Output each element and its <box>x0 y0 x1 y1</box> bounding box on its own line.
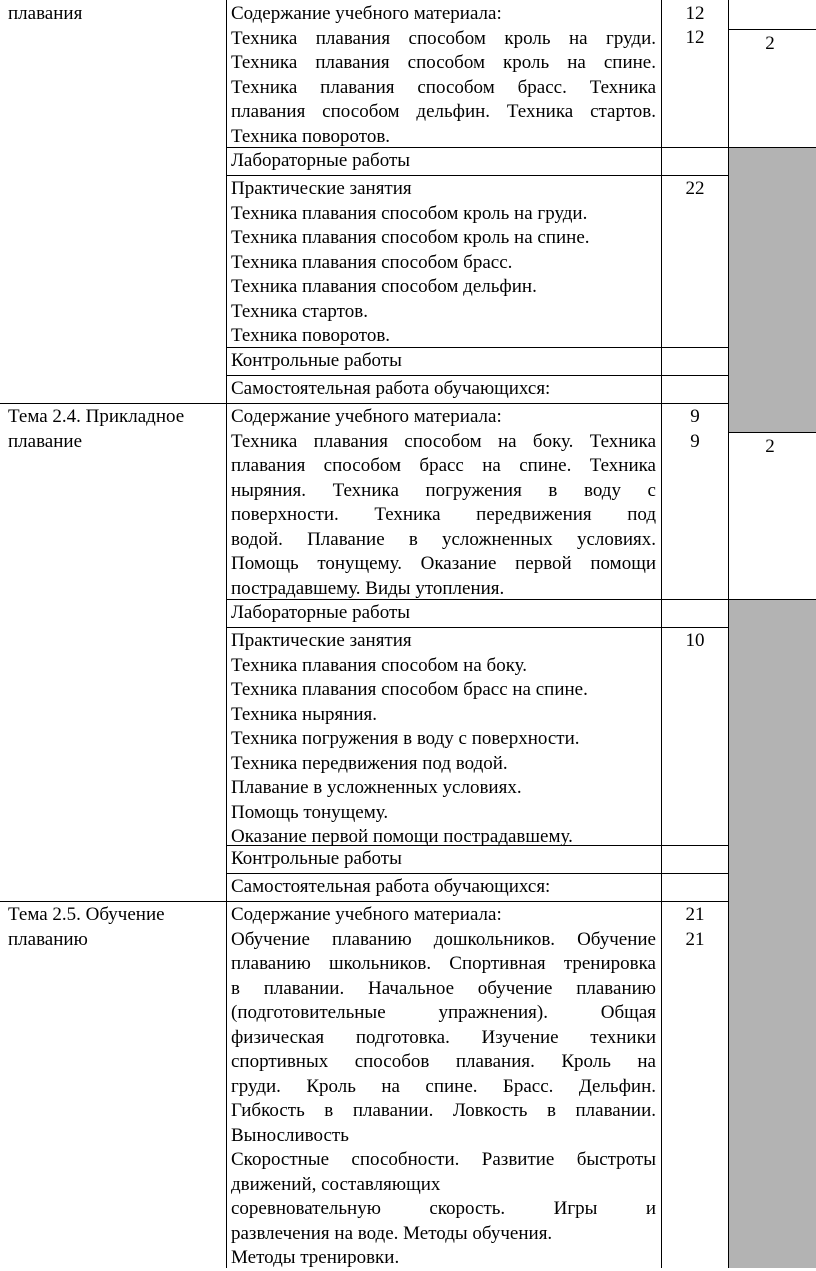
content-line: Техника плавания способом брасс. Техника <box>231 76 656 98</box>
content-title: Содержание учебного материала: <box>231 406 502 427</box>
grid-line <box>0 901 729 902</box>
self-study-label: Самостоятельная работа обучающихся: <box>231 876 551 897</box>
content-line: Выносливость <box>231 1124 349 1146</box>
hours-value: 21 <box>685 904 705 925</box>
grid-line <box>226 873 729 874</box>
content-line: движений, составляющих <box>231 1173 441 1195</box>
grid-line <box>728 29 816 30</box>
content-line: плавания способом брасс на спине. Техника <box>231 455 656 476</box>
practice-line: Техника плавания способом дельфин. <box>231 276 537 297</box>
practice-cell <box>231 629 656 850</box>
control-label: Контрольные работы <box>231 350 402 371</box>
hours-value: 9 <box>690 431 700 452</box>
content-line: водой. Плавание в усложненных условиях. <box>231 528 656 550</box>
content-title: Содержание учебного материала: <box>231 3 502 24</box>
content-cell <box>231 405 656 601</box>
content-title: Содержание учебного материала: <box>231 904 502 925</box>
lab-label: Лабораторные работы <box>231 602 411 623</box>
practice-title: Практические занятия <box>231 630 412 651</box>
content-line: в плавании. Начальное обучение плаванию <box>231 977 656 999</box>
hours-value: 21 <box>685 929 705 950</box>
content-line: Обучение плаванию дошкольников. Обучение <box>231 928 656 950</box>
hours-value: 12 <box>685 3 705 24</box>
practice-line: Техника плавания способом кроль на груди. <box>231 202 588 224</box>
content-line: плавания способом дельфин. Техника стартов. <box>231 101 656 122</box>
content-line: спортивных способов плавания. Кроль на <box>231 1051 656 1072</box>
practice-line: Техника плавания способом на боку. <box>231 654 528 676</box>
self-study-label: Самостоятельная работа обучающихся: <box>231 378 551 399</box>
content-line: Гибкость в плавании. Ловкость в плавании. <box>231 1100 656 1121</box>
practice-line: Техника погружения в воду с поверхности. <box>231 728 580 749</box>
topic-line: Тема 2.4. Прикладное <box>8 406 185 427</box>
practice-cell <box>231 177 656 349</box>
content-line: Помощь тонущему. Оказание первой помощи <box>231 553 656 574</box>
topic-cell <box>8 405 220 454</box>
grid-line <box>0 403 729 404</box>
practice-line: Оказание первой помощи пострадавшему. <box>231 826 573 847</box>
practice-line: Техника поворотов. <box>231 325 391 346</box>
content-line: развлечения на воде. Методы обучения. <box>231 1222 553 1244</box>
content-line: Скоростные способности. Развитие быстроты <box>231 1149 656 1170</box>
topic-line: плавание <box>8 430 83 452</box>
lab-label: Лабораторные работы <box>231 150 411 171</box>
shaded-cell <box>729 600 816 901</box>
practice-line: Техника ныряния. <box>231 703 378 725</box>
level-value: 2 <box>765 33 775 54</box>
content-cell <box>231 903 656 1271</box>
practice-line: Техника плавания способом кроль на спине. <box>231 227 590 248</box>
practice-line: Помощь тонущему. <box>231 801 389 823</box>
content-line: груди. Кроль на спине. Брасс. Дельфин. <box>231 1075 656 1097</box>
topic-line: Тема 2.5. Обучение <box>8 904 165 925</box>
content-line: Техника поворотов. <box>231 125 391 147</box>
level-value: 2 <box>765 436 775 457</box>
content-cell <box>231 2 656 149</box>
control-label: Контрольные работы <box>231 848 402 869</box>
grid-line <box>226 375 729 376</box>
grid-line <box>728 147 816 148</box>
content-line: (подготовительные упражнения). Общая <box>231 1002 656 1023</box>
content-line: Техника плавания способом на боку. Техника <box>231 430 656 452</box>
hours-value: 10 <box>685 630 705 651</box>
grid-line <box>226 175 729 176</box>
content-line: соревновательную скорость. Игры и <box>231 1198 656 1219</box>
hours-value: 9 <box>690 406 700 427</box>
content-line: поверхности. Техника передвижения под <box>231 504 656 525</box>
topic-cell: плавания <box>8 3 83 24</box>
practice-title: Практические занятия <box>231 178 412 199</box>
grid-line <box>226 627 729 628</box>
grid-line <box>226 0 227 1268</box>
topic-cell <box>8 903 220 952</box>
practice-line: Техника плавания способом брасс на спине. <box>231 679 588 700</box>
grid-line <box>728 432 816 433</box>
grid-line <box>728 599 816 600</box>
content-line: физическая подготовка. Изучение техники <box>231 1026 656 1048</box>
practice-line: Техника передвижения под водой. <box>231 752 508 774</box>
content-line: ныряния. Техника погружения в воду с <box>231 479 656 501</box>
hours-value: 12 <box>685 27 705 48</box>
practice-line: Техника стартов. <box>231 300 368 322</box>
shaded-cell <box>729 148 816 432</box>
shaded-cell <box>729 901 816 1268</box>
content-line: пострадавшему. Виды утопления. <box>231 577 505 599</box>
content-line: Техника плавания способом кроль на спине. <box>231 52 656 73</box>
practice-line: Техника плавания способом брасс. <box>231 251 513 273</box>
content-line: Методы тренировки. <box>231 1247 400 1268</box>
practice-line: Плавание в усложненных условиях. <box>231 777 522 798</box>
content-line: плаванию школьников. Спортивная тренировка <box>231 953 656 974</box>
topic-line: плаванию <box>8 928 88 950</box>
hours-value: 22 <box>685 178 705 199</box>
content-line: Техника плавания способом кроль на груди. <box>231 27 656 49</box>
